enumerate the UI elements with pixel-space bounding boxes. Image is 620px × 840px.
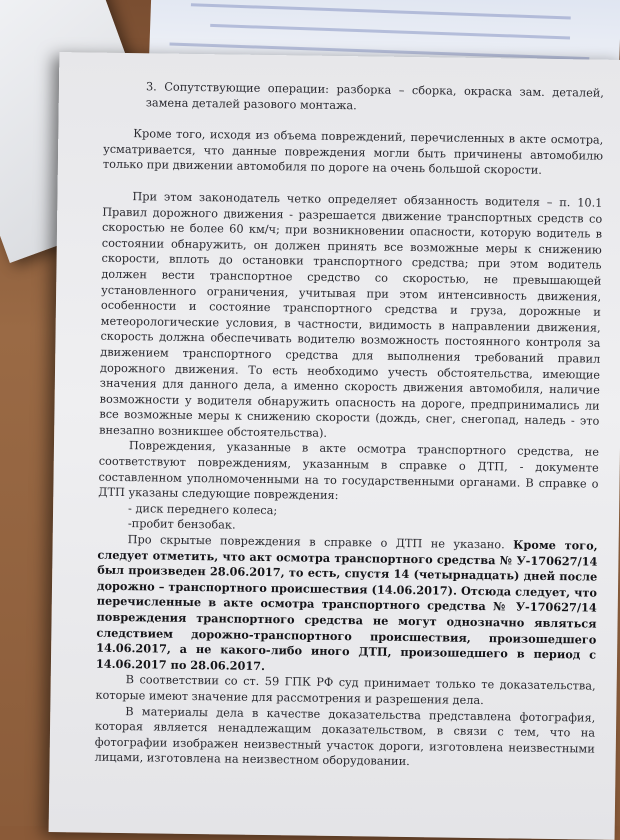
paragraph-evidence-law: В соответствии со ст. 59 ГПК РФ суд принимает только те доказательства, которые имеют значение для рассмотрения и разрешения дела. <box>95 673 596 708</box>
paragraph-speed: Кроме того, исходя из объема повреждений, перечисленных в акте осмотра, усматривается, что данные повреждения могли быть причинены автомобилю только при движении автомобиля по дороге на очень большой скорости. <box>102 127 604 178</box>
form-line <box>210 24 570 40</box>
list-item-3: 3. Сопутствующие операции: разборка – сборка, окраска зам. деталей, замена деталей разового монтажа. <box>145 80 605 112</box>
paragraph-plain-text: Про скрытые повреждения в справке о ДТП не указано. <box>127 533 514 552</box>
document-body <box>95 79 605 773</box>
paragraph-photo-evidence: В материалы дела в качестве доказательства представлена фотография, которая является ненадлежащим доказательством, в связи с тем, что на фотографии изображен неизвестный участок дороги, изготовлена неизвестными лицами, изготовлена на неизвестном оборудовании. <box>94 704 596 769</box>
paragraph-inspection-date <box>96 532 598 679</box>
paragraph-damage-mismatch: Повреждения, указанные в акте осмотра транспортного средства, не соответствуют повреждениям, указанным в справке о ДТП, - документе составленном уполномоченными на то государственными органами. В справке о ДТП указаны следующие повреждения: <box>98 439 600 503</box>
damage-list-item: - диск переднего колеса; <box>128 501 278 518</box>
paragraph-bold-text: Кроме того, следует отметить, что акт осмотра транспортного средства № У-170627/14 был произведен 28.06.2017, то есть, спустя 14 (четырнадцать) дней после дорожно – транспортного происшествия (14.06.2017). Отсюда следует, что перечисленные в акте осмотра транспортного средства № У-170627/14 повреждения транспортного средства не могут однозначно являться следствием дорожно-транспортного происшествия, произошедшего 14.06.2017, а не какого-либо иного ДТП, произошедшего в период с 14.06.2017 по 28.06.2017. <box>95 537 598 673</box>
damage-list-item: -пробит бензобак. <box>127 517 236 533</box>
document-page <box>49 52 620 840</box>
form-line <box>191 3 571 19</box>
paragraph-traffic-rules: При этом законодатель четко определяет обязанность водителя – п. 10.1 Правил дорожного движения - разрешается движение транспортных средств со скоростью не более 60 км/ч; при возникновении опасности, которую водитель в состоянии обнаружить, он должен принять все возможные меры к снижению скорости, вплоть до остановки транспортного средства; при этом водитель должен вести транспортное средство со скоростью, не превышающей установленного ограничения, учитывая при этом интенсивность движения, особенности и состояние транспортного средства и груза, дорожные и метеорологические условия, в частности, видимость в направлении движения, скорость должна обеспечивать водителю возможность постоянного контроля за движением транспортного средства для выполнения требований правил дорожного движения. То есть необходимо учесть обстоятельства, имеющие значения для данного дела, а именно скорость движения автомобиля, наличие возможности у водителя обнаружить опасность на дороге, предпринимались ли все возможные меры к снижению скорости (дождь, снег, снегопад, наледь - это внезапно возникшее обстоятельства). <box>99 190 603 440</box>
